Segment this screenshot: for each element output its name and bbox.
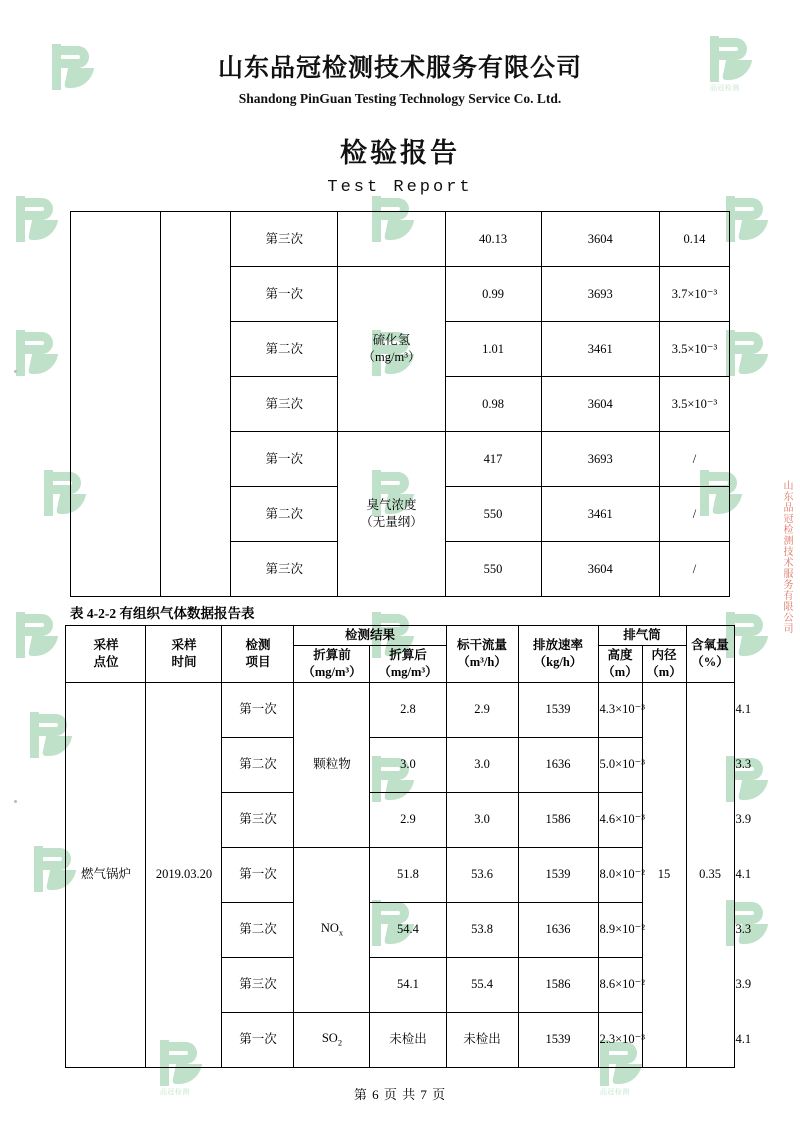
cell-point-name: 燃气锅炉 <box>66 682 146 1067</box>
cell-time: 第二次 <box>222 902 294 957</box>
cell-time: 第二次 <box>222 737 294 792</box>
cell-before: 0.99 <box>445 267 541 322</box>
table-caption: 表 4-2-2 有组织气体数据报告表 <box>70 606 255 621</box>
cell-flow: 3693 <box>541 432 659 487</box>
cell-rate: / <box>659 432 729 487</box>
table-row: 燃气锅炉 2019.03.20 第一次 颗粒物 2.8 2.9 1539 4.3×10⁻³ 15 0.35 4.1 <box>66 682 734 737</box>
table-row: 第三次 2.9 3.0 1586 4.6×10⁻³ 3.9 <box>66 792 734 847</box>
report-header <box>0 0 800 197</box>
table-row: 第二次 3.0 3.0 1636 5.0×10⁻³ 3.3 <box>66 737 734 792</box>
cell-before: 0.98 <box>445 377 541 432</box>
cell-after: 53.8 <box>446 902 518 957</box>
header-after-line2: （mg/m³） <box>378 664 438 679</box>
cell-time: 第一次 <box>222 847 294 902</box>
header-diameter <box>642 645 686 682</box>
company-name-en: Shandong PinGuan Testing Technology Service Co. Ltd. <box>238 91 562 106</box>
cell-before: 2.9 <box>370 792 446 847</box>
company-name-cn: 山东品冠检测技术服务有限公司 <box>217 55 582 82</box>
side-stamp-text: 山东品冠检测技术服务有限公司 <box>781 480 792 634</box>
page-title: 检验报告 <box>340 138 460 168</box>
cell-rate: 8.6×10⁻² <box>598 957 642 1012</box>
cell-after: 2.9 <box>446 682 518 737</box>
header-diameter-line1: 内径 <box>651 647 677 662</box>
cell-before: 40.13 <box>445 212 541 267</box>
header-before-line2: （mg/m³） <box>302 664 362 679</box>
header-oxygen <box>686 626 734 683</box>
header-flow-line2: （m³/h） <box>457 654 507 669</box>
table-row: 第一次 $SO_2$ 未检出 未检出 1539 2.3×10⁻³ 4.1 <box>66 1012 734 1067</box>
organized-gas-data-table <box>65 625 752 1068</box>
table-row: 第二次 54.4 53.8 1636 8.9×10⁻² 3.3 <box>66 902 734 957</box>
cell-rate: 2.3×10⁻³ <box>598 1012 642 1067</box>
cell-time: 第一次 <box>222 682 294 737</box>
cell-before: 未检出 <box>370 1012 446 1067</box>
cell-flow: 1539 <box>518 682 598 737</box>
header-point-line1: 采样 <box>93 637 119 652</box>
cell-flow: 3604 <box>541 377 659 432</box>
cell-item <box>338 212 445 267</box>
header-before <box>294 645 370 682</box>
header-height-line2: （m） <box>602 664 638 679</box>
header-flow-line1: 标干流量 <box>456 637 507 652</box>
cell-before: 550 <box>445 542 541 597</box>
cell-rate: 3.7×10⁻³ <box>659 267 729 322</box>
header-height <box>598 645 642 682</box>
header-item-line1: 检测 <box>245 637 271 652</box>
watermark-text: 品冠检测 <box>710 84 740 92</box>
continued-data-table <box>70 211 730 597</box>
cell-time: 第三次 <box>231 212 338 267</box>
cell-stack-height: 15 <box>642 682 686 1067</box>
cell-time: 第三次 <box>222 957 294 1012</box>
cell-before: 2.8 <box>370 682 446 737</box>
cell-after: 3.0 <box>446 737 518 792</box>
header-after-line1: 折算后 <box>389 647 427 662</box>
cell-after: 未检出 <box>446 1012 518 1067</box>
page-number: 第 6 页 共 7 页 <box>353 1086 447 1102</box>
watermark-text: 品冠检测 <box>160 1088 190 1096</box>
cell-time: 第三次 <box>222 792 294 847</box>
cell-rate: 4.6×10⁻³ <box>598 792 642 847</box>
header-flow <box>446 626 518 683</box>
item-unit: （无量纲） <box>360 515 423 529</box>
cell-point <box>71 212 161 597</box>
header-time-line1: 采样 <box>171 637 197 652</box>
header-point-line2: 点位 <box>93 654 119 669</box>
cell-flow: 1586 <box>518 957 598 1012</box>
header-rate-line1: 排放速率 <box>532 637 583 652</box>
header-item <box>222 626 294 683</box>
cell-flow: 1586 <box>518 792 598 847</box>
cell-rate: / <box>659 487 729 542</box>
cell-time: 第二次 <box>231 487 338 542</box>
cell-after: 53.6 <box>446 847 518 902</box>
cell-flow: 3461 <box>541 322 659 377</box>
cell-before: 3.0 <box>370 737 446 792</box>
page-title-en: Test Report <box>327 178 473 197</box>
cell-rate: / <box>659 542 729 597</box>
cell-before: 54.1 <box>370 957 446 1012</box>
cell-flow: 1539 <box>518 1012 598 1067</box>
header-point <box>66 626 146 683</box>
cell-rate: 4.3×10⁻³ <box>598 682 642 737</box>
cell-flow: 3604 <box>541 212 659 267</box>
cell-after: 3.0 <box>446 792 518 847</box>
cell-flow: 3461 <box>541 487 659 542</box>
header-oxygen-line1: 含氧量 <box>691 637 729 652</box>
cell-flow: 3693 <box>541 267 659 322</box>
item-name: 硫化氢 <box>372 333 411 348</box>
cell-rate: 3.5×10⁻³ <box>659 377 729 432</box>
cell-time: 第二次 <box>231 322 338 377</box>
cell-sample-date: 2019.03.20 <box>146 682 222 1067</box>
watermark-text: 品冠检测 <box>600 1088 630 1096</box>
table-header-row <box>66 626 734 646</box>
header-item-line2: 项目 <box>245 654 271 669</box>
cell-before: 54.4 <box>370 902 446 957</box>
cell-rate: 8.0×10⁻² <box>598 847 642 902</box>
header-height-line1: 高度 <box>607 647 633 662</box>
cell-time: 第一次 <box>231 432 338 487</box>
cell-flow: 3604 <box>541 542 659 597</box>
item-unit: （mg/m³） <box>362 350 421 364</box>
header-result-group: 检测结果 <box>294 626 446 646</box>
cell-before: 1.01 <box>445 322 541 377</box>
cell-flow: 1636 <box>518 737 598 792</box>
cell-time-group <box>161 212 231 597</box>
header-time-line2: 时间 <box>171 654 197 669</box>
table-row: 第一次 $NO_x$ 51.8 53.6 1539 8.0×10⁻² 4.1 <box>66 847 734 902</box>
cell-item <box>338 267 445 432</box>
header-diameter-line2: （m） <box>646 664 682 679</box>
cell-before: 417 <box>445 432 541 487</box>
cell-after: 55.4 <box>446 957 518 1012</box>
cell-before: 550 <box>445 487 541 542</box>
table-row: 第三次 54.1 55.4 1586 8.6×10⁻² 3.9 <box>66 957 734 1012</box>
cell-stack-diameter: 0.35 <box>686 682 734 1067</box>
cell-rate: 5.0×10⁻³ <box>598 737 642 792</box>
cell-item <box>338 432 445 597</box>
header-time <box>146 626 222 683</box>
cell-before: 51.8 <box>370 847 446 902</box>
cell-time: 第三次 <box>231 377 338 432</box>
header-oxygen-line2: （%） <box>691 654 729 669</box>
cell-time: 第一次 <box>231 267 338 322</box>
cell-item: 颗粒物 <box>294 682 370 847</box>
header-before-line1: 折算前 <box>313 647 351 662</box>
header-stack-group: 排气筒 <box>598 626 686 646</box>
header-after <box>370 645 446 682</box>
cell-flow: 1539 <box>518 847 598 902</box>
cell-rate: 0.14 <box>659 212 729 267</box>
cell-rate: 8.9×10⁻² <box>598 902 642 957</box>
cell-rate: 3.5×10⁻³ <box>659 322 729 377</box>
header-rate-line2: （kg/h） <box>533 654 583 669</box>
item-name: 臭气浓度 <box>366 498 417 513</box>
cell-item: $SO_2$ <box>294 1012 370 1067</box>
cell-time: 第三次 <box>231 542 338 597</box>
cell-time: 第一次 <box>222 1012 294 1067</box>
table-row <box>71 212 730 267</box>
header-rate <box>518 626 598 683</box>
cell-item: $NO_x$ <box>294 847 370 1012</box>
cell-flow: 1636 <box>518 902 598 957</box>
